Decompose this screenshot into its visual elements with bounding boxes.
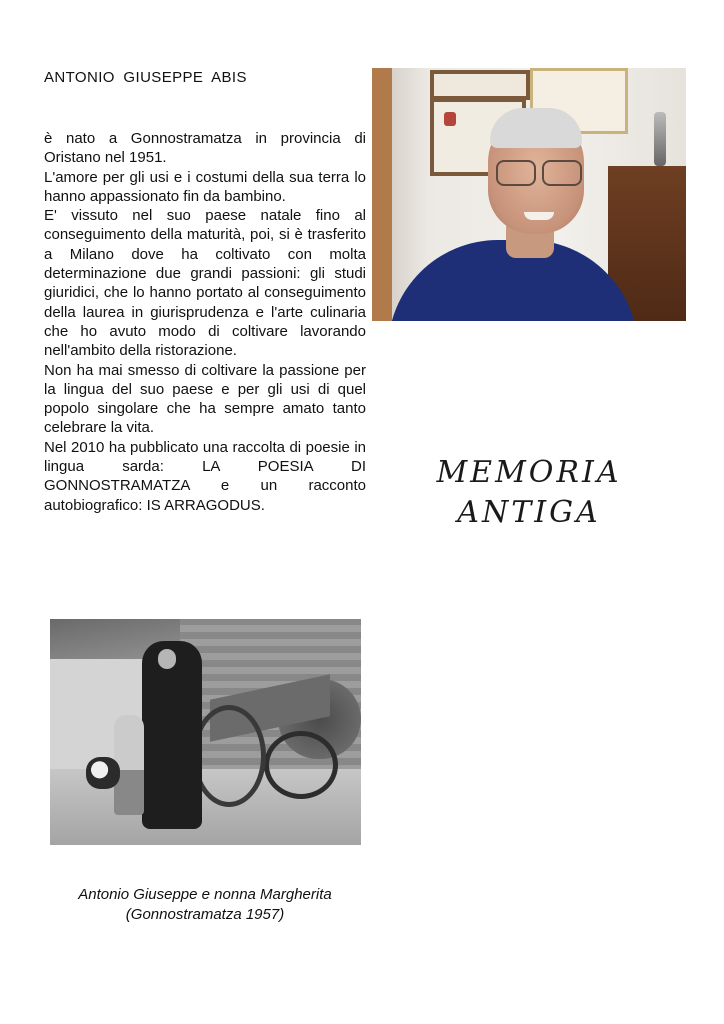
title-line: ANTIGA (457, 495, 601, 530)
dog-figure (86, 757, 120, 789)
glasses (496, 160, 584, 186)
bio-paragraph: L'amore per gli usi e i costumi della sua terra lo hanno appassionato fin da bambino. (44, 168, 366, 205)
author-portrait-photo (372, 68, 686, 321)
memoria-antiga-title (404, 453, 654, 533)
biography (44, 129, 366, 515)
bio-paragraph: è nato a Gonnostramatza in provincia di Oristano nel 1951. (44, 130, 366, 167)
title-line: MEMORIA (436, 455, 622, 490)
cart-wheel (192, 705, 266, 807)
bio-paragraph: Non ha mai smesso di coltivare la passione per la lingua del suo paese e per gli usi di quel popolo singolare che ha sempre amato tanto celebrare la vita. (44, 361, 366, 437)
author-name: ANTONIO GIUSEPPE ABIS (44, 69, 247, 86)
caption-line: Antonio Giuseppe e nonna Margherita (78, 886, 332, 903)
bio-paragraph: E' vissuto nel suo paese natale fino al conseguimento della maturità, poi, si è trasferito a Milano dove ha coltivato con molta determinazione due grandi passioni: gli studi giuridici, che lo hanno portato al conseguimento della laurea in giurisprudenza e l'arte culinaria che ho avuto modo di coltivare lavorando nell'ambito della ristorazione. (44, 207, 366, 360)
historic-family-photo (50, 619, 361, 845)
photo-caption (30, 885, 380, 924)
framed-certificate (430, 70, 530, 100)
bio-paragraph: Nel 2010 ha pubblicato una raccolta di poesie in lingua sarda: LA POESIA DI GONNOSTRAMATZA e un racconto autobiografico: IS ARRAGODUS. (44, 438, 366, 514)
caption-line: (Gonnostramatza 1957) (125, 905, 285, 923)
grandmother-figure (142, 641, 202, 829)
